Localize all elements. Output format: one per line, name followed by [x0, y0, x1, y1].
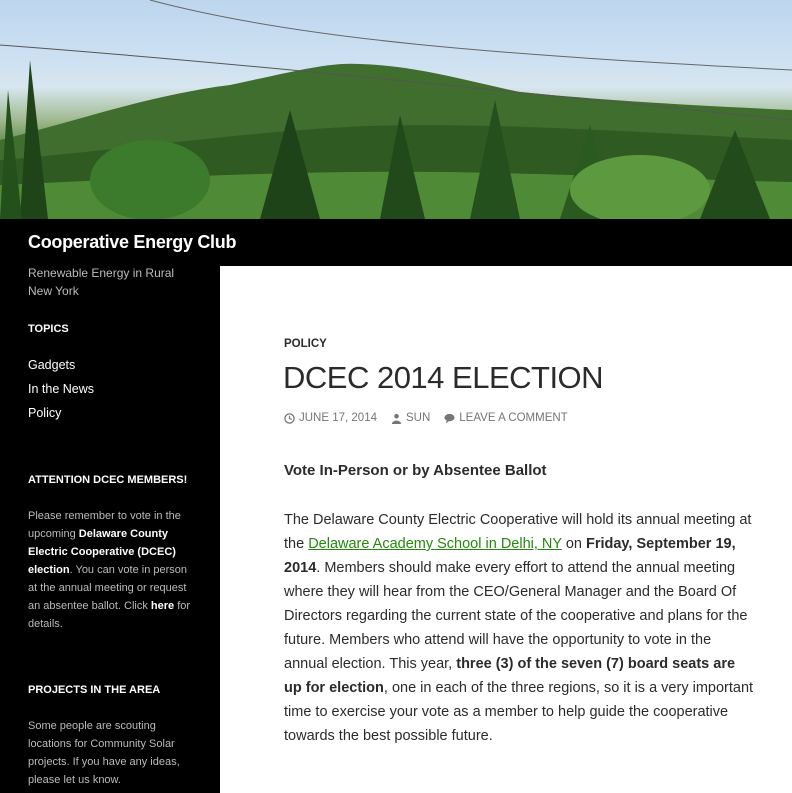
topics-heading: TOPICS	[28, 323, 69, 335]
site-tagline: Renewable Energy in Rural New York	[28, 266, 175, 298]
post-content	[220, 266, 792, 793]
comment-icon	[444, 413, 455, 424]
topic-in-the-news[interactable]: In the News	[28, 382, 95, 396]
leave-comment-label: LEAVE A COMMENT	[459, 412, 568, 424]
topic-gadgets[interactable]: Gadgets	[28, 358, 76, 372]
attention-text-1: Please remember to vote in the upcoming	[28, 510, 181, 540]
site-title[interactable]: Cooperative Energy Club	[28, 232, 237, 252]
topic-policy[interactable]: Policy	[28, 406, 62, 420]
board-seats-notice: three (3) of the seven (7) board seats are up for election	[284, 656, 736, 696]
clock-icon	[284, 413, 295, 424]
meeting-date: Friday, September 19, 2014	[284, 536, 736, 576]
header-image[interactable]	[0, 0, 792, 219]
post-author-label: SUN	[406, 412, 431, 424]
post-author[interactable]	[391, 412, 430, 424]
attention-text-3: for details.	[28, 600, 191, 630]
post-subhead: Vote In-Person or by Absentee Ballot	[284, 462, 547, 479]
delaware-academy-link[interactable]: Delaware Academy School in Delhi, NY	[308, 536, 562, 552]
attention-here-link[interactable]: here	[150, 600, 175, 612]
attention-text	[28, 507, 198, 633]
post-date-label: JUNE 17, 2014	[299, 412, 377, 424]
post-body-text-3: . Members should make every effort to attend the annual meeting where they will hear from the CEO/General Manager and the Board Of Directors regarding the current state of the cooperative and plans for the future. Members who attend will have the opportunity to vote in the annual election. This year,	[284, 560, 748, 672]
post-date[interactable]	[284, 412, 377, 424]
post-meta	[284, 412, 568, 424]
leave-comment-link[interactable]	[444, 412, 567, 424]
attention-election-name: Delaware County Electric Cooperative (DCEC) election	[28, 528, 176, 576]
attention-heading: ATTENTION DCEC MEMBERS!	[28, 474, 188, 486]
post-body-text-2: on	[561, 536, 586, 552]
projects-text: Some people are scouting locations for Community Solar projects. If you have any ideas, please let us know.	[28, 720, 180, 786]
post-body-text-1: The Delaware County Electric Cooperative will hold its annual meeting at the	[284, 512, 752, 552]
post-category-link[interactable]: POLICY	[284, 338, 327, 350]
attention-text-2: . You can vote in person at the annual meeting or request an absentee ballot. Click	[28, 564, 188, 612]
user-icon	[391, 413, 402, 424]
post-title: DCEC 2014 ELECTION	[283, 360, 604, 395]
projects-heading: PROJECTS IN THE AREA	[28, 684, 161, 696]
post-body	[284, 508, 754, 748]
post-body-text-4: , one in each of the three regions, so it is a very important time to exercise your vote as a member to help guide the cooperative towards the best possible future.	[284, 680, 754, 744]
